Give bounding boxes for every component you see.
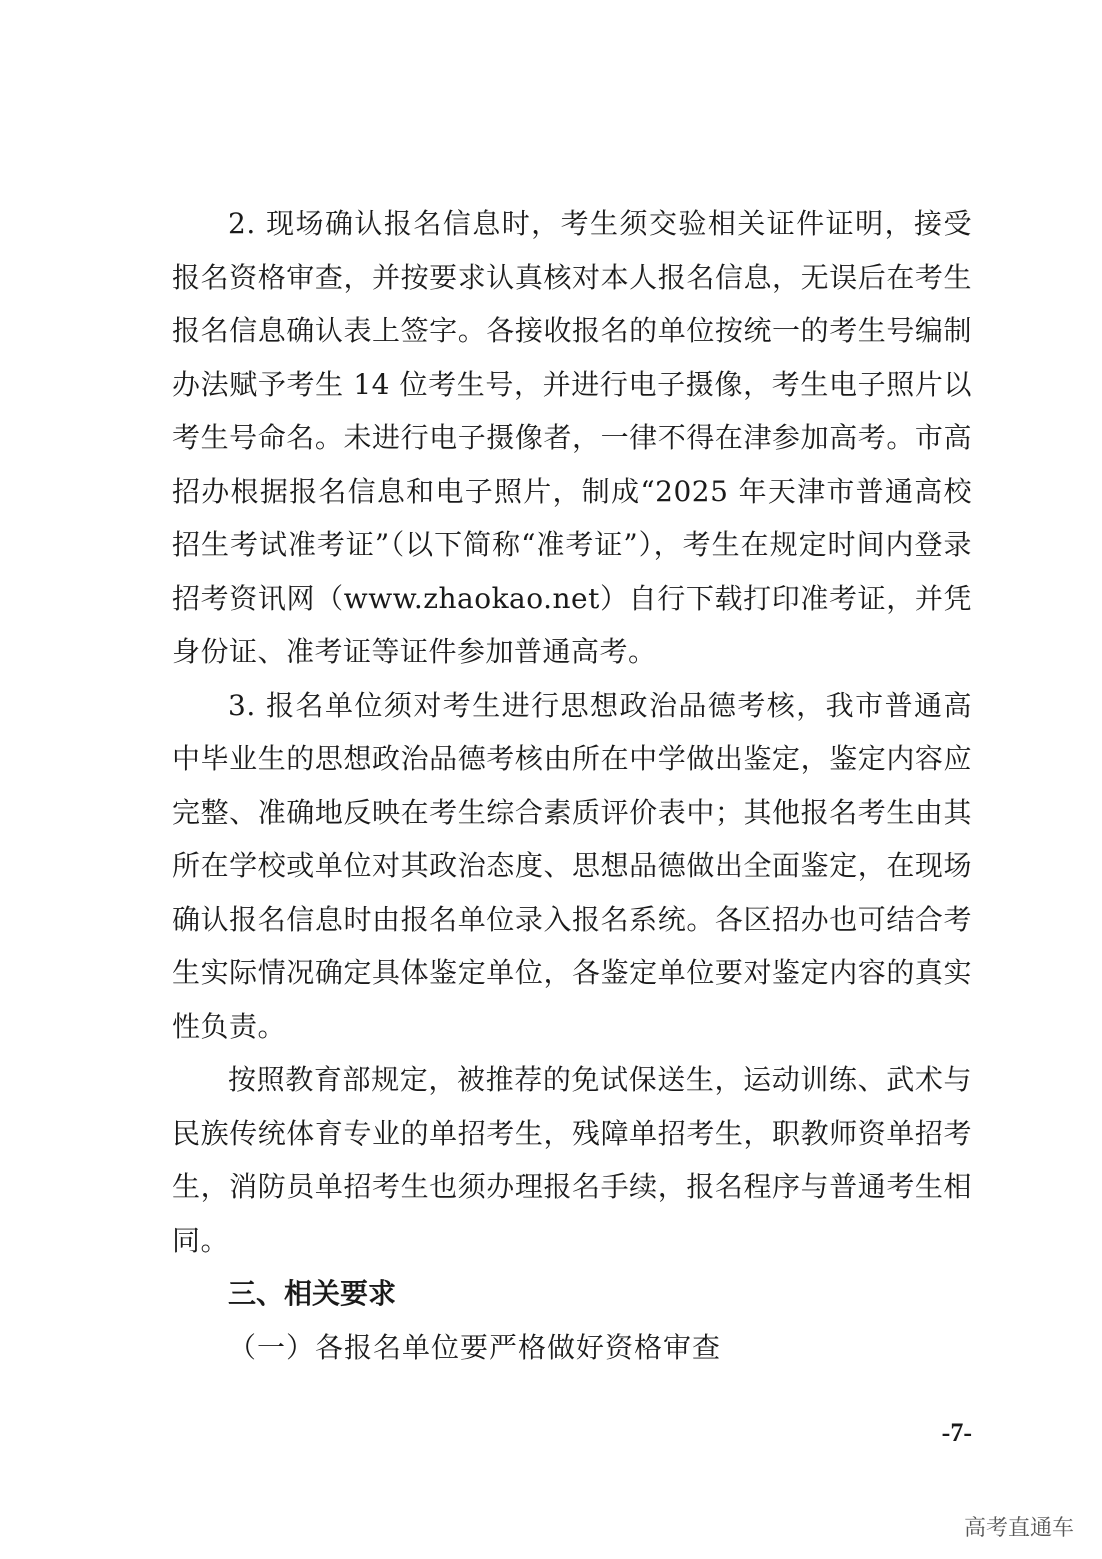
paragraph-item-2: 2. 现场确认报名信息时，考生须交验相关证件证明，接受报名资格审查，并按要求认真核对本人报名信息，无误后在考生报名信息确认表上签字。各接收报名的单位按统一的考生号编制办法赋予考生 14 位考生号，并进行电子摄像，考生电子照片以考生号命名。未进行电子摄像者，一律不得在津参加高考。市高招办根据报名信息和电子照片，制成“2025 年天津市普通高校招生考试准考证”（以下简称“准考证”），考生在规定时间内登录招考资讯网（www.zhaokao.net）自行下载打印准考证，并凭身份证、准考证等证件参加普通高考。: [172, 207, 972, 668]
paragraph-special-students: 按照教育部规定，被推荐的免试保送生，运动训练、武术与民族传统体育专业的单招考生，残障单招考生，职教师资单招考生，消防员单招考生也须办理报名手续，报名程序与普通考生相同。: [172, 1063, 972, 1257]
document-body: [172, 197, 972, 1374]
watermark: 高考直通车: [963, 1516, 1074, 1541]
paragraph-item-3: 3. 报名单位须对考生进行思想政治品德考核，我市普通高中毕业生的思想政治品德考核由所在中学做出鉴定，鉴定内容应完整、准确地反映在考生综合素质评价表中；其他报名考生由其所在学校或单位对其政治态度、思想品德做出全面鉴定，在现场确认报名信息时由报名单位录入报名系统。各区招办也可结合考生实际情况确定具体鉴定单位，各鉴定单位要对鉴定内容的真实性负责。: [172, 688, 972, 1043]
section-heading: 三、相关要求: [228, 1277, 397, 1310]
subsection-heading: （一）各报名单位要严格做好资格审查: [228, 1330, 722, 1364]
page-number: -7-: [941, 1418, 972, 1447]
